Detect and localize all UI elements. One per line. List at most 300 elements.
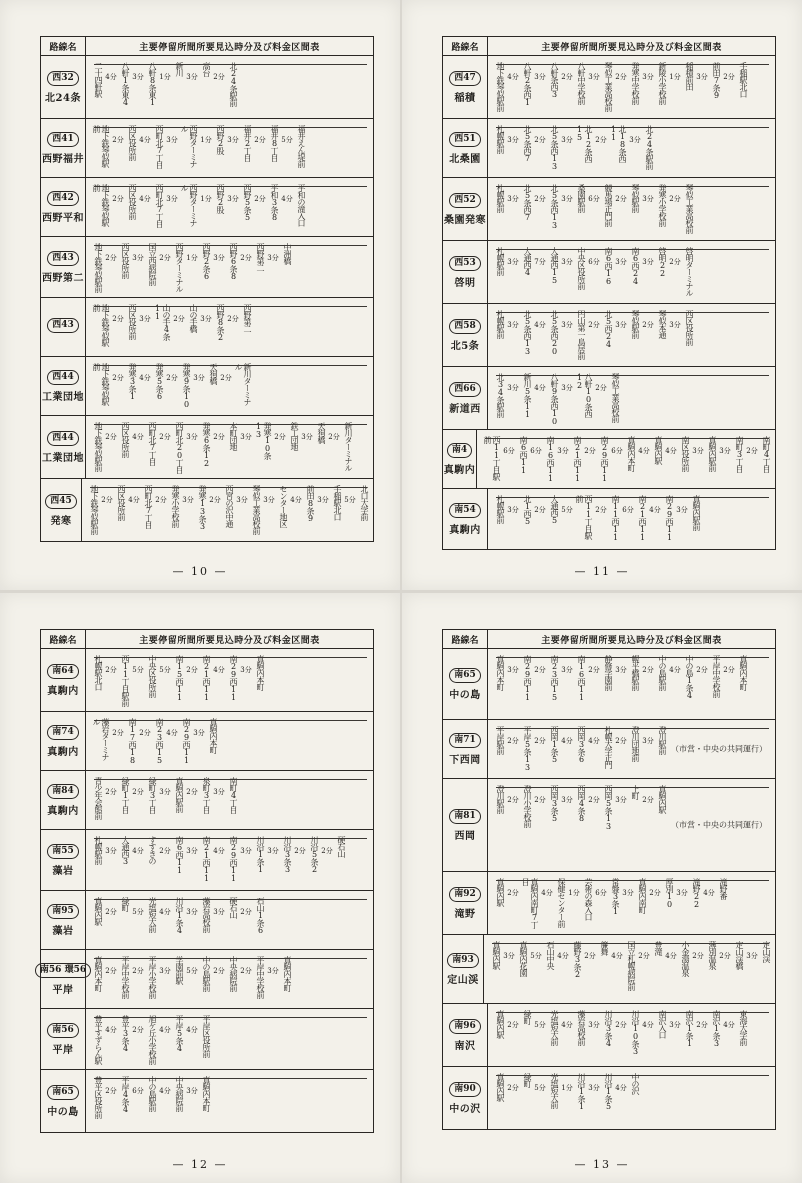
stop-name: 川沿1条4 [175, 897, 184, 934]
stop-name: 中央病院前 [175, 1076, 184, 1111]
travel-time: 2分 [642, 666, 654, 674]
travel-time: 5分 [186, 967, 198, 975]
stop-name: 南17西18 [128, 718, 137, 764]
table-title: 主要停留所間所要見込時分及び料金区間表 [541, 42, 722, 53]
stop-name: 発寒小学校前 [658, 184, 667, 226]
stop-name: 川沿1条1 [577, 1073, 586, 1110]
travel-time: 5分 [534, 1084, 546, 1092]
stop-name: 手稲駅北口 [333, 485, 342, 520]
route-number-badge: 西52 [449, 193, 481, 208]
travel-time: 3分 [139, 315, 151, 323]
travel-time: 4分 [669, 666, 681, 674]
page-13 [402, 593, 802, 1183]
travel-time: 2分 [112, 136, 124, 144]
travel-time: 3分 [622, 889, 634, 897]
stop-name: 西野ターミナル [175, 243, 184, 292]
route-name-cell [41, 119, 86, 177]
stop-name: 緑町 [523, 1010, 532, 1024]
travel-time: 6分 [611, 447, 623, 455]
travel-time: 2分 [534, 666, 546, 674]
travel-time: 5分 [159, 666, 171, 674]
stop-name: 南沢1条1 [685, 1010, 694, 1047]
travel-time: 2分 [328, 433, 340, 441]
stop-sequence [86, 416, 373, 478]
stop-name: 川沿1条5 [604, 1073, 613, 1110]
travel-time: 3分 [507, 136, 519, 144]
stop-name: 札幌大学正門 [604, 726, 613, 768]
stop-name: 南21西11 [638, 495, 647, 541]
travel-time: 3分 [159, 788, 171, 796]
route-row [443, 119, 775, 178]
stop-name: 福井えん堤前 [297, 125, 306, 167]
travel-time: 2分 [220, 374, 232, 382]
route-column-header: 路線名 [443, 37, 488, 55]
travel-time: 4分 [105, 1026, 117, 1034]
travel-time: 2分 [696, 666, 708, 674]
stop-name: 真駒内駅 [496, 1010, 505, 1038]
stop-name: 滝野22 [692, 878, 701, 908]
route-row [41, 771, 373, 830]
travel-time: 2分 [105, 788, 117, 796]
stop-name: 南6西11 [519, 436, 528, 474]
stop-name: 保健センター前 [557, 878, 566, 927]
stop-name: 南町4丁目 [229, 777, 238, 813]
route-destination-label: 滝野 [454, 908, 476, 920]
travel-time: 2分 [615, 1021, 627, 1029]
travel-time: 4分 [642, 1021, 654, 1029]
route-row [41, 1009, 373, 1070]
stop-name: 北24条駅前 [229, 62, 238, 106]
route-row [443, 367, 775, 430]
stop-name: 札幌駅前 [94, 836, 103, 864]
stop-name: 西11丁目駅前 [121, 655, 130, 706]
stop-name: 平和3条8 [270, 184, 279, 221]
stop-name: 大通西5 [550, 495, 559, 524]
route-destination-label: 北24条 [45, 92, 81, 104]
travel-time: 5分 [530, 952, 542, 960]
travel-time: 2分 [132, 967, 144, 975]
joint-operation-note: （市営・中央の共同運行） [671, 744, 767, 754]
route-row [41, 950, 373, 1009]
route-name-cell [41, 891, 86, 949]
stop-sequence [488, 872, 775, 934]
travel-time: 2分 [723, 666, 735, 674]
travel-time: 2分 [227, 315, 239, 323]
stop-name: 静修学園前 [604, 655, 613, 690]
route-destination-label: 平岸 [52, 984, 74, 996]
travel-time: 3分 [588, 73, 600, 81]
travel-time: 3分 [182, 496, 194, 504]
stop-name: 西町北7丁目 [144, 485, 153, 528]
travel-time: 2分 [561, 73, 573, 81]
stop-name: 西野6条8 [229, 243, 238, 280]
stop-name: 西野ターミナル [180, 184, 198, 226]
stop-name: 泉町3丁目 [202, 777, 211, 813]
travel-time: 4分 [105, 73, 117, 81]
travel-time: 3分 [615, 258, 627, 266]
stop-sequence [488, 489, 775, 549]
stop-name: 豊平区役所前 [94, 1076, 103, 1118]
travel-time: 3分 [267, 254, 279, 262]
travel-time: 2分 [240, 254, 252, 262]
travel-time: 2分 [213, 967, 225, 975]
travel-time: 3分 [193, 374, 205, 382]
stop-name: 南沢入口 [658, 1010, 667, 1038]
travel-time: 4分 [557, 952, 569, 960]
travel-time: 2分 [595, 136, 607, 144]
stop-name: 西野第二 [256, 243, 265, 271]
stop-name: 西11丁目駅前 [575, 495, 593, 539]
stop-name: 西野ターミナル [180, 125, 198, 167]
stop-name: 西岡5条13 [604, 785, 613, 830]
route-name-cell [443, 779, 488, 871]
route-table [442, 36, 776, 550]
route-name-cell [41, 298, 86, 356]
page-number: — 12 — [172, 1158, 228, 1171]
stop-name: 薄別温泉 [708, 941, 717, 969]
stop-name: 北5条西20 [550, 310, 559, 355]
route-name-cell [41, 830, 86, 890]
travel-time: 1分 [159, 73, 171, 81]
travel-time: 5分 [281, 136, 293, 144]
travel-time: 5分 [132, 908, 144, 916]
stop-name: 真駒内駅前 [692, 495, 701, 530]
stop-name: 真駒内南町 [638, 878, 647, 913]
stop-name: 札幌駅前 [496, 184, 505, 212]
travel-time: 6分 [132, 1087, 144, 1095]
travel-time: 2分 [159, 254, 171, 262]
travel-time: 3分 [642, 737, 654, 745]
stop-name: 真駒内本町 [739, 655, 748, 690]
table-header [443, 37, 775, 56]
stop-name: 緑町 [121, 897, 130, 911]
route-name-cell [443, 720, 488, 778]
page-11 [402, 0, 802, 590]
route-destination-label: 真駒内 [443, 464, 476, 476]
stop-name: 地下鉄琴似駅前 [94, 422, 103, 471]
travel-time: 2分 [105, 908, 117, 916]
stop-name: 川沿1条1 [256, 836, 265, 873]
stop-name: 福井2丁目 [243, 125, 252, 161]
stop-name: 西町北20丁目 [175, 422, 184, 473]
travel-time: 3分 [676, 889, 688, 897]
stop-name: 北34条駅前 [496, 373, 505, 417]
travel-time: 5分 [344, 496, 356, 504]
travel-time: 2分 [507, 796, 519, 804]
route-row [443, 489, 775, 549]
travel-time: 3分 [267, 967, 279, 975]
travel-time: 3分 [746, 952, 758, 960]
page-10 [0, 0, 400, 590]
stop-name: 平岸駅前 [496, 726, 505, 754]
stop-name: 高台 [202, 62, 211, 76]
route-destination-label: 北5条 [450, 340, 480, 352]
travel-time: 2分 [155, 496, 167, 504]
route-row [443, 430, 775, 489]
travel-time: 2分 [692, 952, 704, 960]
stop-name: 地下鉄琴似駅前 [92, 125, 110, 167]
travel-time: 3分 [132, 73, 144, 81]
route-name-cell [443, 872, 488, 934]
stop-name: 石山中央 [546, 941, 555, 969]
travel-time: 2分 [723, 73, 735, 81]
travel-time: 2分 [186, 666, 198, 674]
travel-time: 3分 [186, 847, 198, 855]
route-name-cell [443, 178, 488, 240]
stop-name: 光塩短大前 [148, 897, 157, 932]
travel-time: 2分 [159, 433, 171, 441]
travel-time: 3分 [561, 195, 573, 203]
route-name-cell [443, 241, 488, 303]
stop-name: 北12条西15 [575, 125, 593, 162]
stop-name: 南6西24 [631, 247, 640, 285]
stop-name: 琴似工業高校前 [252, 485, 261, 534]
stop-name: 澄川団地前 [631, 726, 640, 761]
travel-time: 4分 [213, 847, 225, 855]
travel-time: 3分 [696, 73, 708, 81]
travel-time: 2分 [105, 967, 117, 975]
travel-time: 3分 [267, 847, 279, 855]
route-number-badge: 南54 [449, 503, 481, 518]
travel-time: 2分 [105, 254, 117, 262]
travel-time: 3分 [629, 136, 641, 144]
stop-name: 中の島1条4 [685, 655, 694, 699]
stop-sequence [488, 1004, 775, 1066]
route-number-badge: 南84 [47, 784, 79, 799]
stop-name: 南11西11 [611, 495, 620, 541]
route-destination-label: 啓明 [454, 277, 476, 289]
travel-time: 2分 [173, 315, 185, 323]
stop-name: 啓明ターミナル [685, 247, 694, 296]
stop-name: 競馬場正門前 [604, 184, 613, 226]
stop-name: 西区役所前 [128, 304, 137, 339]
stop-name: 西岡3条5 [550, 785, 559, 822]
route-name-cell [443, 1067, 488, 1129]
travel-time: 2分 [213, 73, 225, 81]
stop-name: 天狗橋 [209, 363, 218, 384]
travel-time: 2分 [105, 666, 117, 674]
stop-name: 八軒8条東1 [148, 62, 157, 106]
travel-time: 2分 [240, 908, 252, 916]
stop-name: 啓明22 [658, 247, 667, 277]
stop-name: 八軒9条西10 [550, 373, 559, 425]
travel-time: 2分 [584, 447, 596, 455]
stop-name: 地下鉄琴似駅前 [92, 184, 110, 226]
stop-name: 山の手4条11 [153, 304, 171, 340]
stop-name: 小金湯温泉 [681, 941, 690, 976]
stop-name: 鉄工団地 [290, 422, 299, 450]
stop-name: 北1西5 [523, 495, 532, 525]
stop-sequence [86, 891, 373, 949]
travel-time: 2分 [534, 796, 546, 804]
stop-name: 南29西11 [600, 436, 609, 482]
stop-name: 天狗橋 [317, 422, 326, 443]
travel-time: 1分 [568, 889, 580, 897]
route-row [443, 872, 775, 935]
travel-time: 4分 [649, 506, 661, 514]
stop-name: 真駒内駅 [496, 878, 505, 906]
travel-time: 3分 [166, 136, 178, 144]
stop-name: 真駒内本町 [627, 436, 636, 471]
travel-time: 3分 [507, 321, 519, 329]
route-number-badge: 南4 [447, 443, 472, 458]
route-destination-label: 稲積 [454, 92, 476, 104]
travel-time: 2分 [588, 666, 600, 674]
stop-name: 南29西11 [182, 718, 191, 764]
stop-name: 澄川駅前 [658, 726, 667, 754]
route-destination-label: 工業団地 [42, 452, 84, 464]
travel-time: 2分 [254, 195, 266, 203]
travel-time: 4分 [159, 908, 171, 916]
stop-name: 円山第一鳥居前 [577, 310, 586, 359]
stop-name: 中の沢 [631, 1073, 640, 1094]
stop-name: 琴似工業高校前 [685, 184, 694, 233]
travel-time: 1分 [186, 254, 198, 262]
joint-operation-note: （市営・中央の共同運行） [671, 820, 767, 830]
travel-time: 6分 [588, 258, 600, 266]
travel-time: 3分 [213, 254, 225, 262]
stop-name: 北18条西11 [609, 125, 627, 162]
route-destination-label: 下西岡 [449, 754, 481, 766]
travel-time: 2分 [615, 195, 627, 203]
stop-name: 西岡3条6 [577, 726, 586, 763]
travel-time: 6分 [622, 506, 634, 514]
travel-time: 4分 [186, 1026, 198, 1034]
stop-name: 発寒10条13 [254, 422, 272, 459]
stop-name: 藻岩高校前 [577, 1010, 586, 1045]
travel-time: 3分 [301, 433, 313, 441]
stop-name: 北5条西7 [523, 125, 532, 162]
route-destination-label: 平岸 [52, 1044, 74, 1056]
route-destination-label: 真駒内 [47, 685, 79, 697]
stop-name: 真駒内南町7丁目 [521, 878, 539, 928]
stop-name: 川沿5条2 [310, 836, 319, 873]
stop-name: 発寒13条3 [198, 485, 207, 530]
stop-name: 発寒小学校前 [171, 485, 180, 527]
travel-time: 3分 [236, 496, 248, 504]
travel-time: 4分 [139, 136, 151, 144]
stop-name: 藤野3条2 [573, 941, 582, 978]
travel-time: 3分 [503, 952, 515, 960]
stop-name: 滝野番 [719, 878, 728, 899]
stop-name: 大通西15 [550, 247, 559, 284]
travel-time: 3分 [561, 384, 573, 392]
stop-name: 西野第二 [243, 304, 252, 332]
travel-time: 3分 [507, 258, 519, 266]
stop-name: 旭ケ丘小学校前 [148, 1015, 157, 1064]
travel-time: 4分 [128, 496, 140, 504]
travel-time: 2分 [696, 1021, 708, 1029]
route-name-cell [443, 649, 488, 719]
route-name-cell [41, 357, 86, 415]
stop-name: 国立札幌病院前 [627, 941, 636, 990]
travel-time: 6分 [588, 195, 600, 203]
page-12 [0, 593, 400, 1183]
stop-name: 西岡1条5 [550, 726, 559, 763]
travel-time: 4分 [561, 737, 573, 745]
stop-name: 地下鉄琴似駅前 [496, 62, 505, 111]
stop-name: 八軒1条東4 [121, 62, 130, 106]
stop-name: 真駒内本町 [202, 1076, 211, 1111]
travel-time: 4分 [561, 1021, 573, 1029]
stop-name: 平岸小学校前 [148, 956, 157, 998]
travel-time: 3分 [240, 433, 252, 441]
stop-name: 真駒内花園 [519, 941, 528, 976]
stop-name: 西野2条6 [202, 243, 211, 280]
travel-time: 4分 [166, 729, 178, 737]
travel-time: 3分 [669, 321, 681, 329]
route-number-badge: 西43 [47, 318, 79, 333]
travel-time: 3分 [615, 796, 627, 804]
stop-name: 琴似工業高校前 [611, 373, 620, 422]
stop-name: 北5条西13 [550, 125, 559, 170]
route-name-cell [443, 119, 488, 177]
travel-time: 3分 [534, 73, 546, 81]
stop-name: 青少年会館前 [94, 777, 103, 819]
travel-time: 3分 [213, 908, 225, 916]
route-number-badge: 南56 [47, 1023, 79, 1038]
travel-time: 3分 [507, 506, 519, 514]
stop-name: 新川 [175, 62, 184, 76]
travel-time: 4分 [132, 847, 144, 855]
stop-name: 平岸5条13 [523, 726, 532, 771]
stop-name: 中の島駅前 [148, 1076, 157, 1111]
travel-time: 3分 [213, 788, 225, 796]
travel-time: 4分 [723, 1021, 735, 1029]
route-row [41, 891, 373, 950]
route-name-cell [41, 649, 86, 711]
route-row [443, 1067, 775, 1129]
route-name-cell [443, 935, 484, 1003]
travel-time: 5分 [561, 506, 573, 514]
stop-name: 澄川駅前 [496, 785, 505, 813]
route-row [443, 304, 775, 367]
route-table [40, 629, 374, 1133]
travel-time: 4分 [159, 1087, 171, 1095]
stop-name: 光塩短大前 [550, 1073, 559, 1108]
route-row [443, 1004, 775, 1067]
travel-time: 2分 [669, 195, 681, 203]
stop-name: 南21西11 [573, 436, 582, 482]
route-name-cell [41, 479, 82, 541]
route-number-badge: 南65 [449, 668, 481, 683]
travel-time: 4分 [534, 384, 546, 392]
stop-name: 中央区役所前 [577, 247, 586, 289]
travel-time: 3分 [561, 258, 573, 266]
travel-time: 3分 [588, 1084, 600, 1092]
travel-time: 2分 [642, 796, 654, 804]
travel-time: 3分 [132, 254, 144, 262]
stop-name: 川沿3条3 [283, 836, 292, 873]
travel-time: 3分 [193, 729, 205, 737]
stop-name: 南沢1条3 [712, 1010, 721, 1047]
stop-name: 定山渓 [762, 941, 771, 962]
stop-sequence [488, 304, 775, 366]
travel-time: 6分 [503, 447, 515, 455]
travel-time: 3分 [642, 195, 654, 203]
travel-time: 2分 [112, 195, 124, 203]
route-number-badge: 南92 [449, 887, 481, 902]
travel-time: 4分 [507, 73, 519, 81]
travel-time: 3分 [186, 433, 198, 441]
route-row [41, 119, 373, 178]
travel-time: 3分 [507, 666, 519, 674]
route-destination-label: 中の島 [47, 1106, 79, 1118]
route-destination-label: 定山渓 [447, 974, 479, 986]
travel-time: 2分 [615, 73, 627, 81]
stop-name: 中央病院前 [229, 956, 238, 991]
travel-time: 2分 [638, 952, 650, 960]
